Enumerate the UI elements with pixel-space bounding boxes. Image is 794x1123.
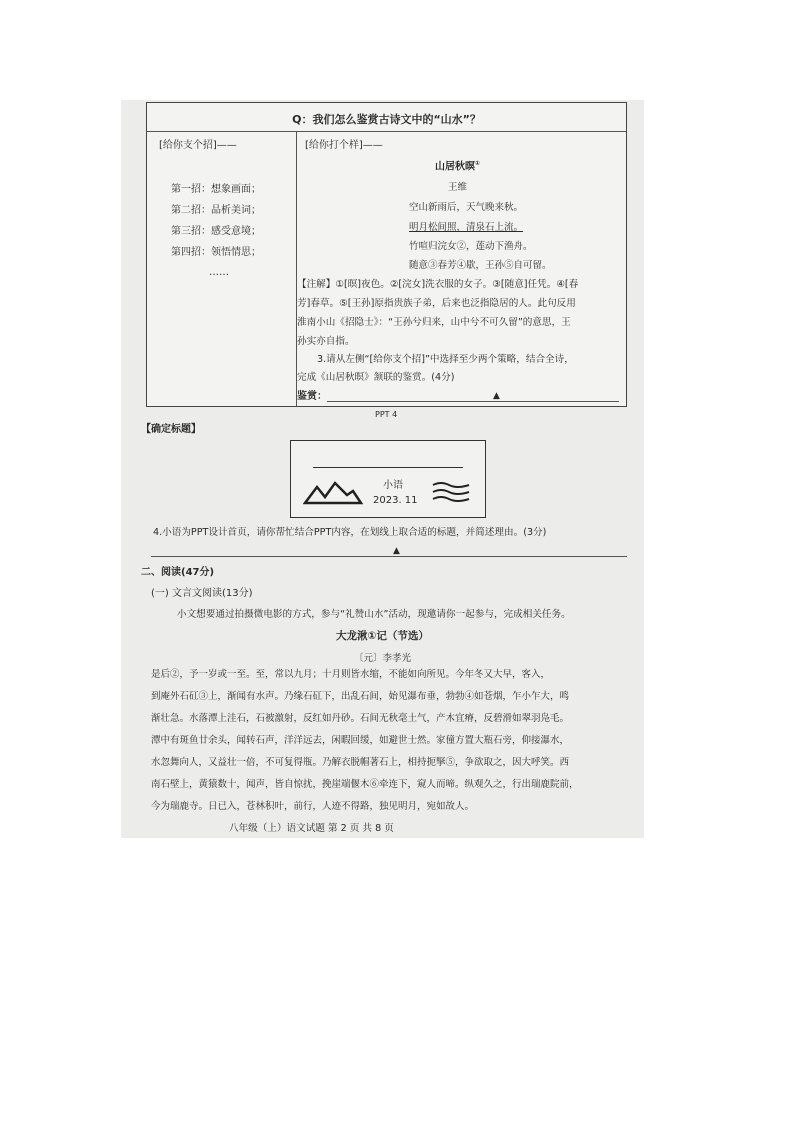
question-3-line: 3.请从左侧“[给你支个招]”中选择至少两个策略，结合全诗， (317, 354, 574, 365)
answer-label: 鉴赏： (297, 391, 327, 402)
sub-heading: (一) 文言文阅读(13分) (151, 588, 253, 599)
q4-mark: ▲ (393, 546, 400, 556)
poem-line: 明月松间照，清泉石上流。 (409, 222, 524, 233)
tip-1: 第一招：想象画面； (171, 184, 261, 195)
answer-line[interactable] (151, 556, 627, 557)
note-line: 【注解】①[暝]夜色。②[浣女]洗衣服的女子。③[随意]任凭。④[春 (297, 279, 579, 290)
essay-line: 渐壮急。水落潭上洼石，石被激射，反红如丹砂。石间无秋毫土气，产木宜瘠，反碧滑如翠羽凫毛。 (151, 713, 570, 724)
tip-4: 第四招：领悟情思； (171, 247, 261, 258)
note-line: 孙实亦自指。 (297, 336, 355, 347)
note-line: 芳]春草。⑤[王孙]原指贵族子弟，后来也泛指隐居的人。此句反用 (297, 298, 576, 309)
essay-title: 大龙湫①记（节选） (336, 630, 429, 642)
answer-line[interactable] (327, 401, 619, 402)
poem-title: 山居秋暝① (435, 160, 481, 173)
photographed-exam-page (121, 100, 644, 838)
ppt4-slide (146, 102, 627, 407)
answer-mark: ▲ (493, 391, 500, 401)
water-icon (431, 481, 473, 503)
essay-line: 到庵外石矼③上，渐闻有水声。乃缘石矼下，出乱石间，始见瀑布垂，勃勃④如苍烟，乍小乍大，鸣 (151, 691, 570, 702)
essay-line: 今为瑞鹿寺。日已入，苍林积叶，前行，人迹不得路，独见明月，宛如故人。 (151, 801, 475, 812)
sample-header: [给你打个样]—— (305, 140, 383, 151)
tip-2: 第二招：品析美词； (171, 205, 261, 216)
question-3 (297, 351, 574, 387)
tip-more: …… (209, 267, 229, 278)
essay-author: 〔元〕李孝光 (353, 653, 411, 664)
ppt4-caption: PPT 4 (375, 410, 398, 419)
essay-line: 是后②，予一岁或一至。至，常以九月；十月则皆水缩，不能如向所见。今年冬又大早，客入， (151, 669, 551, 680)
essay-line: 水忽舞向人，又益壮一倍，不可复得瓶。乃解衣脱帽著石上，相持扼掔⑤，争欲取之，因大呼笑。西 (151, 757, 570, 768)
essay-line: 潭中有斑鱼廿余头，闻转石声，洋洋远去，闲暇回缓，如避世士然。家僮方置大瓶石旁，仰接瀑水， (151, 735, 570, 746)
ppt4-question: Q：我们怎么鉴赏古诗文中的“山水”？ (292, 113, 481, 126)
cover-date: 2023. 11 (373, 495, 418, 506)
essay-body (151, 664, 579, 818)
poem-line: 随意③春芳④歇，王孙⑤自可留。 (409, 260, 552, 271)
part-two-heading: 二、阅读(47分) (141, 567, 215, 578)
page-footer: 八年级（上）语文试题 第 2 页 共 8 页 (229, 823, 394, 834)
divider (147, 131, 626, 132)
task-intro: 小文想要通过拍摄微电影的方式，参与“礼赞山水”活动，现邀请你一起参与，完成相关任务。 (177, 609, 571, 620)
question-3-line: 完成《山居秋暝》颔联的鉴赏。(4分) (297, 372, 455, 383)
poem-author: 王维 (448, 182, 468, 193)
essay-line: 南石壁上，黄猿数十，闻声，皆自惊扰，挽崖端偃木⑥牵连下，窥人而啼。纵观久之，行出瑞鹿院前， (151, 779, 579, 790)
tips-header: [给你支个招]—— (159, 140, 237, 151)
divider (296, 131, 297, 406)
question-4: 4.小语为PPT设计首页，请你帮忙结合PPT内容，在划线上取合适的标题，并简述理由。(3分) (153, 527, 547, 538)
poem-line: 空山新雨后，天气晚来秋。 (409, 202, 524, 213)
notes (297, 275, 578, 351)
cover-title: 小语 (383, 480, 403, 491)
mountain-icon (303, 479, 363, 507)
ppt-cover-slide (290, 440, 486, 518)
section-title: 【确定标题】 (141, 424, 201, 435)
title-blank-line[interactable] (313, 467, 463, 468)
poem-line: 竹喧归浣女②，莲动下渔舟。 (409, 241, 533, 252)
note-line: 淮南小山《招隐士》：“王孙兮归来，山中兮不可久留”的意思，王 (297, 317, 571, 328)
tip-3: 第三招：感受意境； (171, 226, 261, 237)
